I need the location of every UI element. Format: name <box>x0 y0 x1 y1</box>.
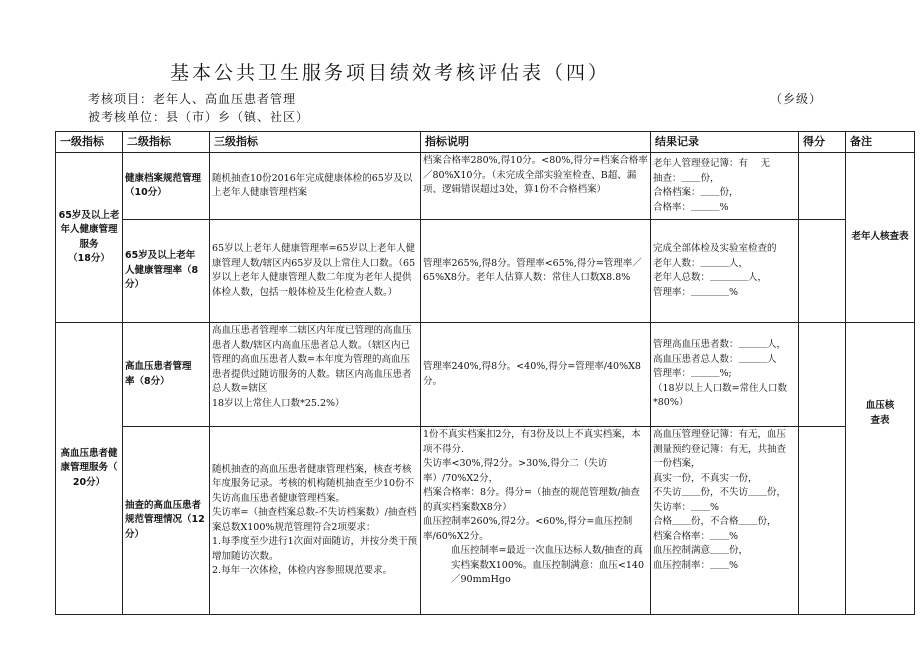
assessment-table <box>55 131 915 615</box>
record-cell: 高血压管理登记簿：有无，血压 测量预约登记簿：有无，共抽查 一份档案， 真实一份，不真实一份， 不失访＿＿份，不失访＿＿份， 失访率：＿＿% 合格＿＿份，不合格＿＿份， 档案合格率：＿＿% 血压控制满意＿＿份， 血压控制率：＿＿% <box>651 427 799 615</box>
header-level1: 一级指标 <box>56 132 123 153</box>
score-cell <box>799 153 846 220</box>
header-row <box>56 132 915 153</box>
level-label: （乡级） <box>770 92 823 106</box>
header-note: 备注 <box>846 132 915 153</box>
record-cell: 管理高血压患者数：＿＿＿人， 高血压患者总人数：＿＿＿人 管理率：＿＿＿%; （18岁以上人口数=常住人口数*80%） <box>651 323 799 427</box>
explain-cell: 1份不真实档案扣2分，有3份及以上不真实档案，本项不得分. 失访率<30%,得2分。>30%,得分二（失访率）/70%X2分， 档案合格率：8分。得分=（抽查的规范管理数/抽查的真实档案数X8分） 血压控制率260%,得2分。<60%,得分=血压控制率/60%X2分。 血压控制率=最近一次血压达标人数/抽查的真实档案数X100%。血压控制满意：血压<140／90mmHgo <box>421 427 651 615</box>
level2-cell: 65岁及以上老年 人健康管理率（8 分） <box>123 220 210 323</box>
level1-hypertension: 高血压患者健 康管理服务（ 20分） <box>56 323 123 615</box>
table-row <box>56 153 915 220</box>
level3-cell: 高血压患者管理率二辖区内年度已管理的高血压患者人数/辖区内高血压患者总人数。（辖区内已管理的高血压患者人数=本年度为管理的高血压患者提供过随访服务的人数。辖区内高血压患者总人数=辖区 18岁以上常住人口数*25.2%） <box>210 323 421 427</box>
level3-cell: 随机抽查10份2016年完成健康体检的65岁及以上老年人健康管理档案 <box>210 153 421 220</box>
table-row <box>56 427 915 615</box>
header-record: 结果记录 <box>651 132 799 153</box>
assessed-unit: 被考核单位：县（市）乡（镇、社区） <box>88 110 310 124</box>
explain-cell: 档案合格率280%,得10分。<80%,得分=档案合格率／80%X10分。（未完成全部实验室检查、B超、漏项、逻辑错误超过3处，算1份不合格档案） <box>421 153 651 220</box>
page-title: 基本公共卫生服务项目绩效考核评估表（四） <box>169 62 610 84</box>
level1-elderly: 65岁及以上老 年人健康管理 服务 （18分） <box>56 153 123 323</box>
record-cell: 老年人管理登记簿：有 无 抽查：＿＿份， 合格档案：＿＿份， 合格率：＿＿＿% <box>651 153 799 220</box>
header-level3: 三级指标 <box>210 132 421 153</box>
score-cell <box>799 323 846 427</box>
header-level2: 二级指标 <box>123 132 210 153</box>
score-cell <box>799 220 846 323</box>
level3-cell: 随机抽查的高血压患者健康管理档案，核查考核年度服务记录。考核的机构随机抽查至少10份不失访高血压患者健康管理档案。 失访率=（抽查档案总数-不失访档案数）/抽查档案总数X100%规范管理符合2项要求： 1.每季度至少进行1次面对面随访，并按分类干预增加随访次数。 2.每年一次体检，体检内容参照规范要求。 <box>210 427 421 615</box>
table-row <box>56 323 915 427</box>
assessment-project: 考核项目：老年人、高血压患者管理 <box>88 92 297 106</box>
level3-cell: 65岁以上老年人健康管理率=65岁以上老年人健康管理人数/辖区内65岁及以上常住人口数。（65岁以上老年人健康管理人数二年度为老年人提供体检人数，包括一般体检及生化检查人数。） <box>210 220 421 323</box>
header-explain: 指标说明 <box>421 132 651 153</box>
explain-cell: 管理率240%,得8分。<40%,得分=管理率/40%X8分。 <box>421 323 651 427</box>
table-row <box>56 220 915 323</box>
explain-cell: 管理率265%,得8分。管理率<65%,得分=管理率／65%X8分。老年人估算人数：常住人口数X8.8% <box>421 220 651 323</box>
level2-cell: 高血压患者管理 率（8分） <box>123 323 210 427</box>
header-score: 得分 <box>799 132 846 153</box>
record-cell: 完成全部体检及实验室检查的 老年人数：＿＿＿人， 老年人总数：＿＿＿＿人， 管理率：＿＿＿＿% <box>651 220 799 323</box>
level2-cell: 抽查的高血压患者 规范管理情况（12 分） <box>123 427 210 615</box>
score-cell <box>799 427 846 615</box>
note-elderly: 老年人核查表 <box>846 153 915 323</box>
level2-cell: 健康档案规范管理 （10分） <box>123 153 210 220</box>
note-hypertension: 血压核 查表 <box>846 323 915 615</box>
